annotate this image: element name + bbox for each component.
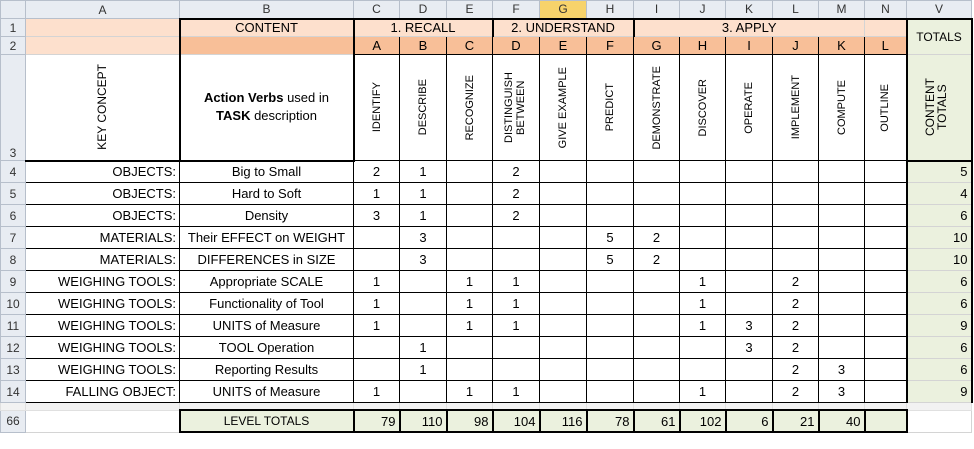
gap-cell: [447, 403, 493, 411]
column-header-j[interactable]: J: [680, 1, 726, 19]
count-cell[interactable]: 1: [400, 183, 447, 205]
count-cell[interactable]: [634, 205, 680, 227]
count-cell[interactable]: [587, 293, 634, 315]
column-header-f[interactable]: F: [493, 1, 540, 19]
key-concept-cell[interactable]: WEIGHING TOOLS:: [26, 293, 180, 315]
count-cell[interactable]: [680, 359, 726, 381]
level-letter-f[interactable]: F: [587, 37, 634, 55]
gap-cell: [400, 403, 447, 411]
task-bold: TASK: [216, 108, 251, 124]
count-cell[interactable]: [540, 183, 587, 205]
count-cell[interactable]: 3: [819, 359, 865, 381]
column-header-i[interactable]: I: [634, 1, 680, 19]
count-cell[interactable]: [680, 161, 726, 183]
key-concept-cell[interactable]: WEIGHING TOOLS:: [26, 271, 180, 293]
level-letter-a[interactable]: A: [354, 37, 400, 55]
content-cell[interactable]: DIFFERENCES in SIZE: [180, 249, 354, 271]
count-cell[interactable]: [540, 315, 587, 337]
level-total-cell[interactable]: 21: [773, 410, 819, 432]
count-cell[interactable]: [587, 205, 634, 227]
count-cell[interactable]: 2: [634, 227, 680, 249]
count-cell[interactable]: 1: [354, 293, 400, 315]
verb-label: COMPUTE: [835, 80, 848, 135]
count-cell[interactable]: [400, 271, 447, 293]
level-total-cell[interactable]: 98: [447, 410, 493, 432]
content-cell[interactable]: Density: [180, 205, 354, 227]
count-cell[interactable]: [865, 249, 907, 271]
verb-header[interactable]: [447, 55, 493, 161]
cell-a66[interactable]: [26, 410, 180, 432]
level-letter-i[interactable]: I: [726, 37, 773, 55]
column-header-g[interactable]: G: [540, 1, 587, 19]
count-cell[interactable]: [865, 315, 907, 337]
verb-header[interactable]: [726, 55, 773, 161]
gap-cell: [680, 403, 726, 411]
count-cell[interactable]: [447, 161, 493, 183]
row-header[interactable]: 4: [1, 161, 26, 183]
content-cell[interactable]: Appropriate SCALE: [180, 271, 354, 293]
count-cell[interactable]: 5: [587, 227, 634, 249]
count-cell[interactable]: 3: [726, 337, 773, 359]
count-cell[interactable]: [865, 161, 907, 183]
cell-b2[interactable]: [180, 37, 354, 55]
cell-a1[interactable]: [26, 19, 180, 37]
level-total-cell[interactable]: 78: [587, 410, 634, 432]
count-cell[interactable]: [819, 337, 865, 359]
key-concept-cell[interactable]: OBJECTS:: [26, 205, 180, 227]
column-header-h[interactable]: H: [587, 1, 634, 19]
row-header[interactable]: 1: [1, 19, 26, 37]
cell-n1[interactable]: [865, 19, 907, 37]
count-cell[interactable]: 2: [773, 315, 819, 337]
count-cell[interactable]: [726, 271, 773, 293]
level-total-cell[interactable]: 104: [493, 410, 540, 432]
content-cell[interactable]: Big to Small: [180, 161, 354, 183]
count-cell[interactable]: 3: [819, 381, 865, 403]
verb-header[interactable]: [354, 55, 400, 161]
content-cell[interactable]: Functionality of Tool: [180, 293, 354, 315]
key-concept-label: KEY CONCEPT: [95, 64, 110, 151]
count-cell[interactable]: [634, 293, 680, 315]
verb-label: DISCOVER: [696, 78, 709, 137]
count-cell[interactable]: [819, 271, 865, 293]
content-total-cell[interactable]: 5: [907, 161, 972, 183]
count-cell[interactable]: [540, 271, 587, 293]
count-cell[interactable]: 1: [354, 271, 400, 293]
key-concept-cell[interactable]: WEIGHING TOOLS:: [26, 337, 180, 359]
count-cell[interactable]: [587, 337, 634, 359]
count-cell[interactable]: 2: [773, 359, 819, 381]
count-cell[interactable]: 1: [354, 381, 400, 403]
verb-header[interactable]: [773, 55, 819, 161]
content-cell[interactable]: UNITS of Measure: [180, 381, 354, 403]
apply-header[interactable]: 3. APPLY: [634, 19, 865, 37]
count-cell[interactable]: [587, 381, 634, 403]
count-cell[interactable]: 2: [773, 271, 819, 293]
verb-header[interactable]: [587, 55, 634, 161]
count-cell[interactable]: [540, 359, 587, 381]
content-cell[interactable]: Hard to Soft: [180, 183, 354, 205]
level-letter-l[interactable]: L: [865, 37, 907, 55]
count-cell[interactable]: [865, 183, 907, 205]
count-cell[interactable]: 2: [634, 249, 680, 271]
key-concept-cell[interactable]: OBJECTS:: [26, 161, 180, 183]
content-cell[interactable]: TOOL Operation: [180, 337, 354, 359]
verb-label: DEMONSTRATE: [650, 65, 663, 150]
gap-cell: [634, 403, 680, 411]
count-cell[interactable]: 2: [493, 205, 540, 227]
count-cell[interactable]: 3: [400, 227, 447, 249]
table-row: [1, 315, 972, 337]
gap-cell: [26, 403, 180, 411]
count-cell[interactable]: [865, 227, 907, 249]
count-cell[interactable]: [726, 359, 773, 381]
level-letter-d[interactable]: D: [493, 37, 540, 55]
content-total-cell[interactable]: 9: [907, 315, 972, 337]
table-row: [1, 293, 972, 315]
row-header[interactable]: 13: [1, 359, 26, 381]
count-cell[interactable]: [634, 271, 680, 293]
count-cell[interactable]: [493, 249, 540, 271]
content-total-cell[interactable]: 10: [907, 249, 972, 271]
task-text: description: [250, 108, 317, 124]
count-cell[interactable]: [587, 161, 634, 183]
key-concept-cell[interactable]: MATERIALS:: [26, 227, 180, 249]
count-cell[interactable]: [540, 293, 587, 315]
count-cell[interactable]: [540, 227, 587, 249]
count-cell[interactable]: 1: [354, 315, 400, 337]
table-row: [1, 249, 972, 271]
verb-label: PREDICT: [604, 83, 616, 132]
count-cell[interactable]: [587, 315, 634, 337]
row-header[interactable]: 66: [1, 410, 26, 432]
totals-header[interactable]: TOTALS: [907, 19, 972, 55]
content-total-cell[interactable]: 6: [907, 337, 972, 359]
level-letter-e[interactable]: E: [540, 37, 587, 55]
count-cell[interactable]: [540, 205, 587, 227]
count-cell[interactable]: 3: [726, 315, 773, 337]
content-header[interactable]: CONTENT: [180, 19, 354, 37]
gap-cell: [354, 403, 400, 411]
count-cell[interactable]: 2: [773, 337, 819, 359]
count-cell[interactable]: [726, 227, 773, 249]
count-cell[interactable]: 1: [400, 337, 447, 359]
row-header[interactable]: 11: [1, 315, 26, 337]
count-cell[interactable]: [726, 205, 773, 227]
content-total-cell[interactable]: 10: [907, 227, 972, 249]
select-all-corner[interactable]: [1, 1, 26, 19]
count-cell[interactable]: [865, 381, 907, 403]
table-row: [1, 337, 972, 359]
column-header-n[interactable]: N: [865, 1, 907, 19]
count-cell[interactable]: 2: [493, 161, 540, 183]
count-cell[interactable]: [493, 227, 540, 249]
count-cell[interactable]: 1: [680, 315, 726, 337]
count-cell[interactable]: [680, 205, 726, 227]
count-cell[interactable]: [400, 381, 447, 403]
count-cell[interactable]: [493, 359, 540, 381]
count-cell[interactable]: [493, 337, 540, 359]
level-total-cell[interactable]: 6: [726, 410, 773, 432]
content-total-cell[interactable]: 6: [907, 205, 972, 227]
verb-header[interactable]: [634, 55, 680, 161]
count-cell[interactable]: [400, 293, 447, 315]
verb-label: GIVE EXAMPLE: [557, 66, 569, 149]
row-header[interactable]: 6: [1, 205, 26, 227]
gap-cell: [540, 403, 587, 411]
column-header-k[interactable]: K: [726, 1, 773, 19]
level-letter-g[interactable]: G: [634, 37, 680, 55]
gap-cell: [773, 403, 819, 411]
gap-cell: [907, 403, 972, 411]
table-row: [1, 183, 972, 205]
verb-label: OPERATE: [743, 81, 755, 134]
count-cell[interactable]: 5: [587, 249, 634, 271]
table-row: [1, 271, 972, 293]
count-cell[interactable]: [773, 227, 819, 249]
gap-cell: [865, 403, 907, 411]
row-header[interactable]: 8: [1, 249, 26, 271]
column-header-m[interactable]: M: [819, 1, 865, 19]
count-cell[interactable]: [634, 359, 680, 381]
table-row: [1, 161, 972, 183]
count-cell[interactable]: 1: [447, 315, 493, 337]
count-cell[interactable]: [773, 249, 819, 271]
verb-label: DESCRIBE: [417, 79, 429, 136]
content-totals-header[interactable]: [907, 55, 972, 161]
count-cell[interactable]: [865, 359, 907, 381]
count-cell[interactable]: [447, 249, 493, 271]
gap-cell: [587, 403, 634, 411]
count-cell[interactable]: [680, 337, 726, 359]
count-cell[interactable]: 2: [773, 381, 819, 403]
count-cell[interactable]: 1: [400, 205, 447, 227]
verb-header[interactable]: [819, 55, 865, 161]
key-concept-cell[interactable]: WEIGHING TOOLS:: [26, 315, 180, 337]
level-total-cell[interactable]: 116: [540, 410, 587, 432]
cell-a2[interactable]: [26, 37, 180, 55]
count-cell[interactable]: [634, 315, 680, 337]
action-verbs-header[interactable]: [180, 55, 354, 161]
column-header-e[interactable]: E: [447, 1, 493, 19]
count-cell[interactable]: [819, 315, 865, 337]
count-cell[interactable]: [634, 161, 680, 183]
count-cell[interactable]: [447, 337, 493, 359]
count-cell[interactable]: [865, 271, 907, 293]
count-cell[interactable]: [540, 249, 587, 271]
gap-cell: [493, 403, 540, 411]
gap-cell: [726, 403, 773, 411]
level-letter-b[interactable]: B: [400, 37, 447, 55]
cell-v66[interactable]: [907, 410, 972, 432]
level-total-cell[interactable]: [865, 410, 907, 432]
count-cell[interactable]: 2: [493, 183, 540, 205]
count-cell[interactable]: 1: [400, 359, 447, 381]
content-cell[interactable]: Reporting Results: [180, 359, 354, 381]
level-letter-c[interactable]: C: [447, 37, 493, 55]
verb-label: IMPLEMENT: [789, 75, 802, 140]
row-header[interactable]: 10: [1, 293, 26, 315]
key-concept-cell[interactable]: MATERIALS:: [26, 249, 180, 271]
row-header[interactable]: 3: [1, 55, 26, 161]
column-header-a[interactable]: A: [26, 1, 180, 19]
level-total-cell[interactable]: 110: [400, 410, 447, 432]
gap-cell: [819, 403, 865, 411]
verb-header[interactable]: [865, 55, 907, 161]
count-cell[interactable]: 1: [447, 381, 493, 403]
column-header-b[interactable]: B: [180, 1, 354, 19]
count-cell[interactable]: [634, 381, 680, 403]
understand-header[interactable]: 2. UNDERSTAND: [493, 19, 634, 37]
count-cell[interactable]: [726, 183, 773, 205]
content-total-cell[interactable]: 6: [907, 271, 972, 293]
count-cell[interactable]: 2: [773, 293, 819, 315]
verb-header[interactable]: [493, 55, 540, 161]
count-cell[interactable]: 1: [680, 381, 726, 403]
table-row: [1, 359, 972, 381]
column-header-l[interactable]: L: [773, 1, 819, 19]
count-cell[interactable]: [540, 381, 587, 403]
column-header-d[interactable]: D: [400, 1, 447, 19]
gap-cell: [1, 403, 26, 411]
content-total-cell[interactable]: 6: [907, 359, 972, 381]
key-concept-header[interactable]: [26, 55, 180, 161]
verb-label: OUTLINE: [879, 83, 892, 132]
column-header-c[interactable]: C: [354, 1, 400, 19]
count-cell[interactable]: [354, 337, 400, 359]
level-total-cell[interactable]: 79: [354, 410, 400, 432]
row-header[interactable]: 7: [1, 227, 26, 249]
count-cell[interactable]: 3: [354, 205, 400, 227]
count-cell[interactable]: [447, 183, 493, 205]
table-row: [1, 227, 972, 249]
count-cell[interactable]: 2: [354, 161, 400, 183]
count-cell[interactable]: 1: [680, 293, 726, 315]
count-cell[interactable]: [865, 337, 907, 359]
row-header[interactable]: 12: [1, 337, 26, 359]
count-cell[interactable]: 1: [493, 271, 540, 293]
count-cell[interactable]: [540, 161, 587, 183]
count-cell[interactable]: [773, 205, 819, 227]
count-cell[interactable]: [680, 183, 726, 205]
count-cell[interactable]: [447, 227, 493, 249]
content-total-cell[interactable]: 9: [907, 381, 972, 403]
count-cell[interactable]: [354, 359, 400, 381]
count-cell[interactable]: [819, 205, 865, 227]
content-cell[interactable]: Their EFFECT on WEIGHT: [180, 227, 354, 249]
level-letter-h[interactable]: H: [680, 37, 726, 55]
count-cell[interactable]: [540, 337, 587, 359]
count-cell[interactable]: [819, 183, 865, 205]
count-cell[interactable]: 1: [680, 271, 726, 293]
count-cell[interactable]: 1: [354, 183, 400, 205]
count-cell[interactable]: [726, 161, 773, 183]
row-header[interactable]: 14: [1, 381, 26, 403]
level-total-cell[interactable]: 102: [680, 410, 726, 432]
count-cell[interactable]: 1: [400, 161, 447, 183]
verb-label: RECOGNIZE: [463, 74, 476, 141]
gap-cell: [180, 403, 354, 411]
table-row: [1, 381, 972, 403]
row-header[interactable]: 5: [1, 183, 26, 205]
count-cell[interactable]: [680, 227, 726, 249]
level-total-cell[interactable]: 40: [819, 410, 865, 432]
count-cell[interactable]: [400, 315, 447, 337]
key-concept-cell[interactable]: FALLING OBJECT:: [26, 381, 180, 403]
count-cell[interactable]: 1: [493, 381, 540, 403]
count-cell[interactable]: [819, 249, 865, 271]
verb-label: DISTINGUISH BETWEEN: [503, 72, 527, 143]
count-cell[interactable]: [819, 161, 865, 183]
count-cell[interactable]: 1: [447, 271, 493, 293]
recall-header[interactable]: 1. RECALL: [354, 19, 493, 37]
content-cell[interactable]: UNITS of Measure: [180, 315, 354, 337]
content-totals-label: CONTENT TOTALS: [923, 78, 949, 137]
count-cell[interactable]: [587, 359, 634, 381]
count-cell[interactable]: [634, 337, 680, 359]
action-verbs-text: used in: [283, 90, 329, 106]
count-cell[interactable]: [354, 227, 400, 249]
count-cell[interactable]: [634, 183, 680, 205]
verb-header[interactable]: [680, 55, 726, 161]
level-letter-j[interactable]: J: [773, 37, 819, 55]
count-cell[interactable]: [819, 227, 865, 249]
count-cell[interactable]: 1: [493, 315, 540, 337]
content-total-cell[interactable]: 6: [907, 293, 972, 315]
key-concept-cell[interactable]: WEIGHING TOOLS:: [26, 359, 180, 381]
count-cell[interactable]: [773, 183, 819, 205]
verb-header[interactable]: [400, 55, 447, 161]
verb-label: IDENTIFY: [370, 82, 383, 133]
count-cell[interactable]: [726, 381, 773, 403]
count-cell[interactable]: [680, 249, 726, 271]
count-cell[interactable]: [587, 183, 634, 205]
count-cell[interactable]: [587, 271, 634, 293]
verb-header[interactable]: [540, 55, 587, 161]
count-cell[interactable]: [773, 161, 819, 183]
count-cell[interactable]: 1: [447, 293, 493, 315]
count-cell[interactable]: [354, 249, 400, 271]
level-letter-k[interactable]: K: [819, 37, 865, 55]
content-total-cell[interactable]: 4: [907, 183, 972, 205]
count-cell[interactable]: [865, 293, 907, 315]
count-cell[interactable]: [447, 205, 493, 227]
count-cell[interactable]: [726, 293, 773, 315]
count-cell[interactable]: [819, 293, 865, 315]
row-header[interactable]: 9: [1, 271, 26, 293]
count-cell[interactable]: [726, 249, 773, 271]
table-row: [1, 205, 972, 227]
count-cell[interactable]: 3: [400, 249, 447, 271]
action-verbs-bold: Action Verbs: [203, 90, 284, 106]
level-total-cell[interactable]: 61: [634, 410, 680, 432]
count-cell[interactable]: 1: [493, 293, 540, 315]
row-header[interactable]: 2: [1, 37, 26, 55]
column-header-v[interactable]: V: [907, 1, 972, 19]
key-concept-cell[interactable]: OBJECTS:: [26, 183, 180, 205]
count-cell[interactable]: [865, 205, 907, 227]
count-cell[interactable]: [447, 359, 493, 381]
level-totals-label[interactable]: LEVEL TOTALS: [180, 410, 354, 432]
